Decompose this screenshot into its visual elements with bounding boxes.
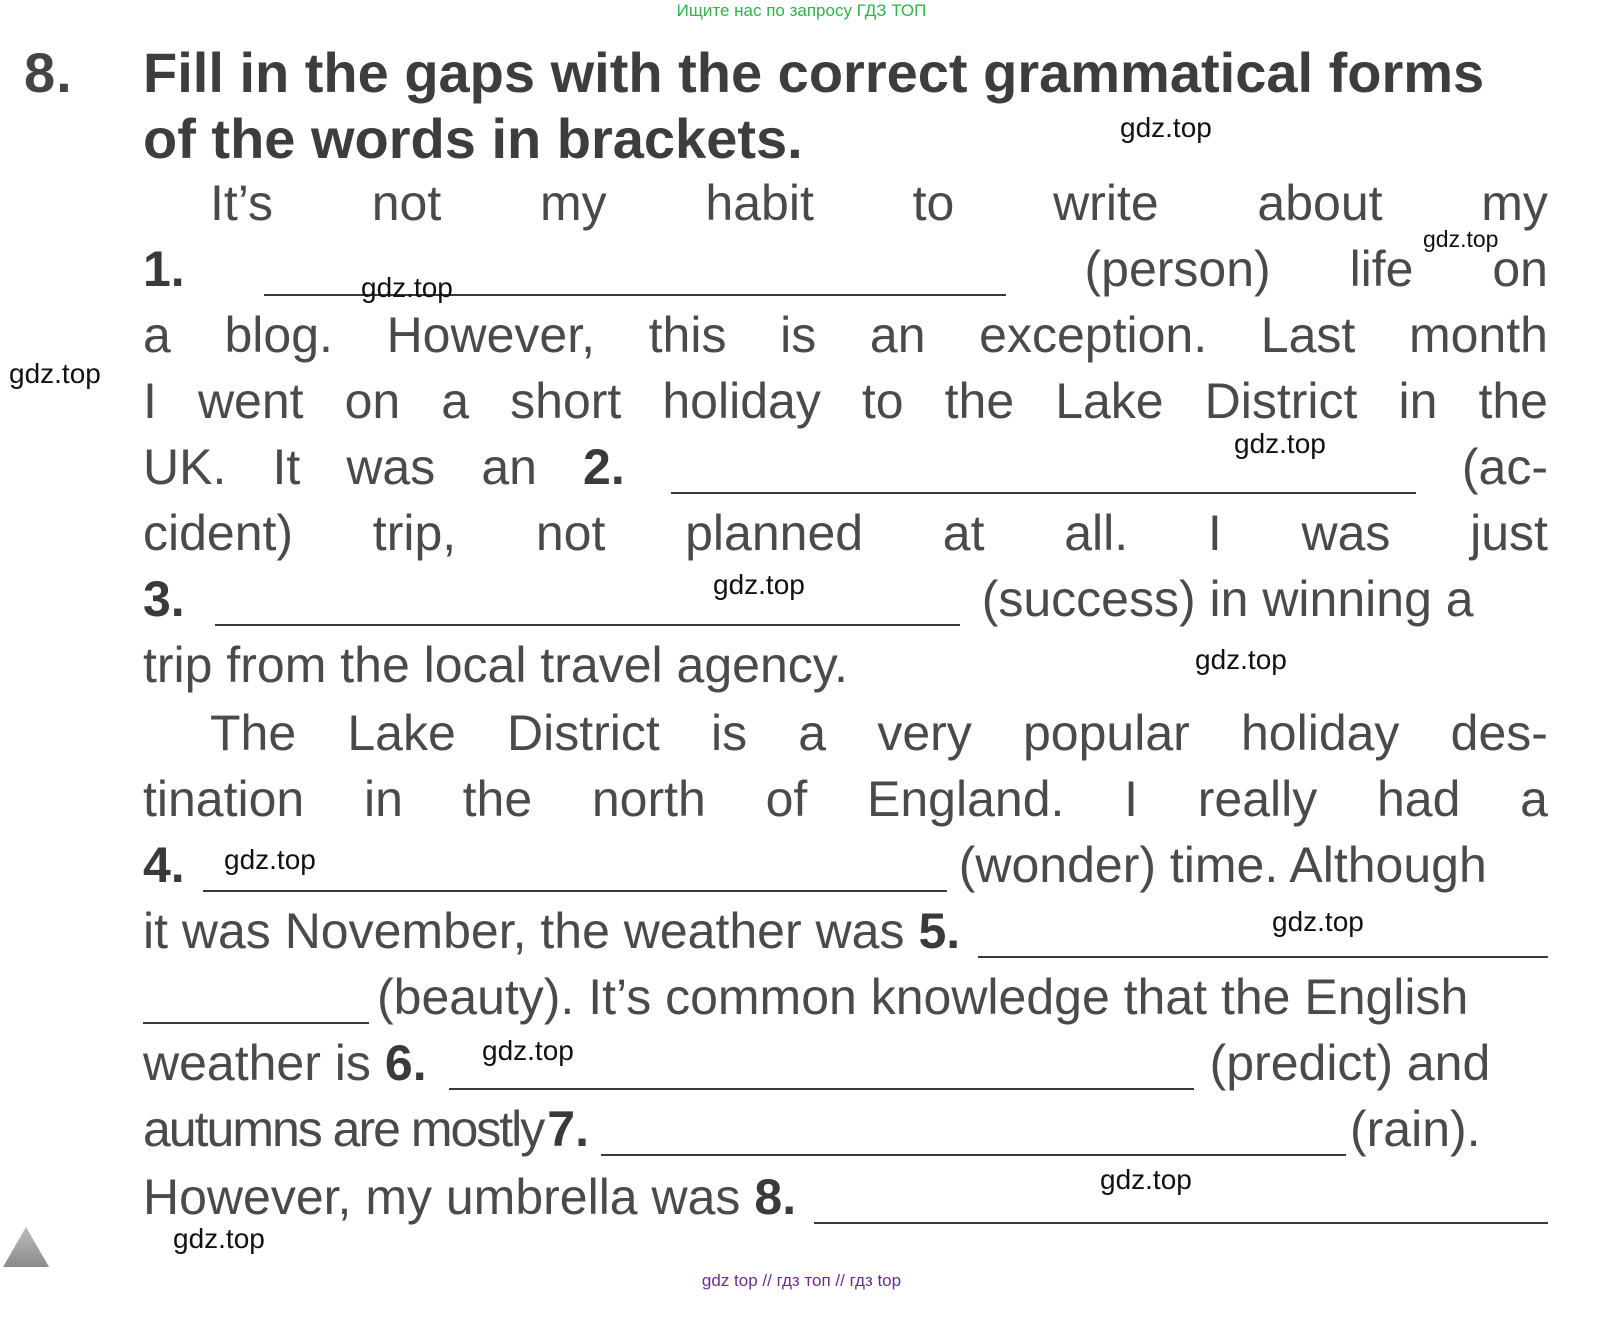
- exercise-number: 8.: [24, 41, 73, 104]
- word: exception.: [979, 307, 1208, 363]
- word: UK.: [143, 439, 227, 495]
- word: life: [1349, 241, 1414, 297]
- answer-gap-7[interactable]: [601, 1154, 1346, 1156]
- word: write: [1053, 175, 1159, 231]
- word: is: [780, 307, 817, 363]
- text-line-13: [143, 966, 1548, 1026]
- word: of: [765, 771, 808, 827]
- line-text: it was November, the weather was: [143, 903, 905, 959]
- word: holiday: [1240, 705, 1400, 761]
- gap-number-7: 7.: [547, 1101, 589, 1157]
- word: my: [1481, 175, 1548, 231]
- watermark: gdz.top: [1272, 906, 1364, 937]
- word: had: [1377, 771, 1461, 827]
- word: my: [540, 175, 607, 231]
- answer-gap-2[interactable]: [671, 492, 1416, 494]
- watermark: gdz.top: [482, 1035, 574, 1066]
- text-line-5: [143, 436, 1548, 496]
- triangle-icon: [2, 1225, 52, 1270]
- watermark: gdz.top: [713, 569, 805, 600]
- answer-gap-4[interactable]: [203, 890, 947, 892]
- word: all.: [1064, 505, 1129, 561]
- word: a: [1520, 771, 1548, 827]
- answer-gap-8[interactable]: [814, 1222, 1548, 1224]
- word: really: [1197, 771, 1318, 827]
- word: in: [1398, 373, 1438, 429]
- word: Last: [1260, 307, 1356, 363]
- line-text: trip from the local travel agency.: [143, 637, 848, 693]
- word: trip,: [372, 505, 457, 561]
- task-title-line-2: of the words in brackets.: [143, 107, 803, 170]
- footer-caption: gdz top // гдз топ // гдз top: [701, 1271, 902, 1290]
- word: Lake: [347, 705, 456, 761]
- text-line-15: [143, 1098, 1548, 1158]
- word: Lake: [1055, 373, 1164, 429]
- text-line-2: [143, 238, 1548, 298]
- line-text: (beauty). It’s common knowledge that the English: [377, 969, 1469, 1025]
- answer-gap-5b[interactable]: [143, 1022, 369, 1024]
- word: the: [1478, 373, 1548, 429]
- text-line-8: [143, 634, 1548, 694]
- text-line-4: [143, 370, 1548, 430]
- watermark: gdz.top: [1120, 112, 1212, 143]
- word: cident): [143, 505, 294, 561]
- word: was: [1301, 505, 1391, 561]
- word: in: [363, 771, 403, 827]
- line-text: (success) in winning a: [981, 571, 1474, 627]
- gap-number-4: 4.: [143, 837, 185, 893]
- word: on: [1492, 241, 1548, 297]
- word: District: [1204, 373, 1358, 429]
- gap-number-8: 8.: [754, 1169, 797, 1225]
- word: short: [510, 373, 622, 429]
- text-line-14: [143, 1032, 1548, 1092]
- word: about: [1257, 175, 1383, 231]
- word: the: [944, 373, 1015, 429]
- word: a: [143, 307, 171, 363]
- text-line-11: [143, 834, 1548, 894]
- line-text: (predict) and: [1209, 1035, 1491, 1091]
- watermark: gdz.top: [9, 358, 101, 389]
- word: It’s: [210, 175, 273, 231]
- watermark: gdz.top: [1100, 1164, 1192, 1195]
- word: holiday: [662, 373, 821, 429]
- word: blog.: [224, 307, 333, 363]
- text-line-6: [143, 502, 1548, 562]
- word: on: [344, 373, 401, 429]
- line-text: (rain).: [1349, 1101, 1481, 1157]
- line-text: autumns are mostly: [143, 1101, 544, 1157]
- word: planned: [685, 505, 864, 561]
- watermark: gdz.top: [224, 844, 316, 875]
- word: District: [507, 705, 660, 761]
- word: at: [942, 505, 985, 561]
- watermark: gdz.top: [1195, 644, 1287, 675]
- gap-number-5: 5.: [918, 903, 961, 959]
- word: habit: [705, 175, 814, 231]
- word: very: [877, 705, 972, 761]
- word: England.: [867, 771, 1065, 827]
- word: des-: [1450, 705, 1548, 761]
- word: an: [481, 439, 537, 495]
- line-text: However, my umbrella was: [143, 1169, 741, 1225]
- text-line-9: [210, 702, 1548, 762]
- word: went: [197, 373, 304, 429]
- word: an: [869, 307, 926, 363]
- watermark: gdz.top: [1234, 428, 1326, 459]
- text-line-16: [143, 1166, 1548, 1226]
- word: north: [591, 771, 706, 827]
- word: tination: [143, 771, 305, 827]
- text-line-1: [210, 172, 1548, 232]
- word: a: [441, 373, 470, 429]
- watermark: gdz.top: [1423, 226, 1499, 252]
- watermark: gdz.top: [173, 1223, 265, 1254]
- word: just: [1470, 505, 1548, 561]
- watermark: gdz.top: [361, 272, 453, 303]
- gap-number-6: 6.: [384, 1035, 427, 1091]
- word: to: [912, 175, 955, 231]
- line-text: weather is: [143, 1035, 371, 1091]
- word: However,: [386, 307, 595, 363]
- gap-number-1: 1.: [143, 241, 185, 297]
- word: not: [535, 505, 606, 561]
- word: I: [143, 373, 157, 429]
- word: to: [861, 373, 904, 429]
- search-banner: Ищите нас по запросу ГДЗ ТОП: [676, 1, 927, 20]
- text-line-10: [143, 768, 1548, 828]
- word: It: [272, 439, 301, 495]
- word: (person): [1084, 241, 1271, 297]
- task-title-line-1: Fill in the gaps with the correct grammatical forms: [143, 41, 1485, 104]
- answer-gap-3[interactable]: [215, 624, 960, 626]
- word: (ac-: [1461, 439, 1548, 495]
- word: this: [648, 307, 727, 363]
- word: month: [1408, 307, 1548, 363]
- word: a: [798, 705, 827, 761]
- word: not: [371, 175, 442, 231]
- word: popular: [1022, 705, 1190, 761]
- word: The: [210, 705, 297, 761]
- word: I: [1207, 505, 1222, 561]
- text-line-3: [143, 304, 1548, 364]
- answer-gap-5a[interactable]: [978, 956, 1548, 958]
- word: I: [1124, 771, 1139, 827]
- gap-number-2: 2.: [583, 439, 625, 495]
- word: was: [346, 439, 436, 495]
- line-text: (wonder) time. Although: [958, 837, 1487, 893]
- answer-gap-6[interactable]: [449, 1088, 1194, 1090]
- gap-number-3: 3.: [143, 571, 185, 627]
- word: the: [462, 771, 533, 827]
- text-line-7: [143, 568, 1548, 628]
- word: is: [710, 705, 748, 761]
